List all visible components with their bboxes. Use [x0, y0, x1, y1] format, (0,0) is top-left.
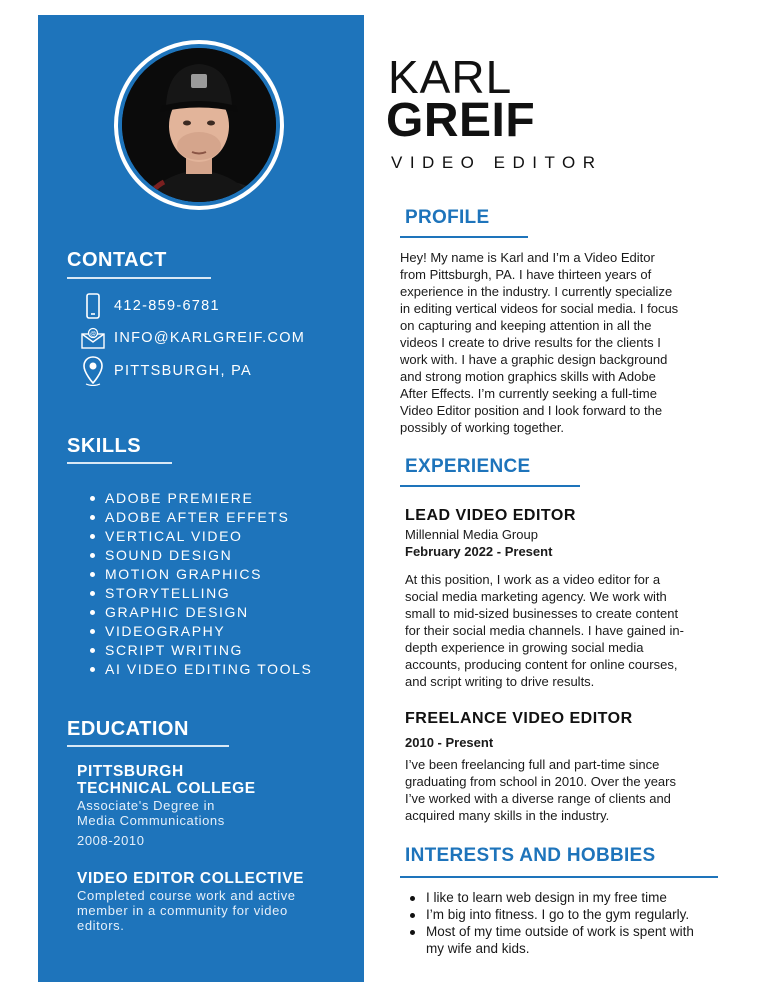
- skills-divider: [67, 462, 172, 464]
- contact-location: PITTSBURGH, PA: [114, 363, 252, 379]
- profile-photo: [122, 48, 276, 202]
- job-role: VIDEO EDITOR: [391, 153, 603, 172]
- education-program-name: VIDEO EDITOR COLLECTIVE: [77, 870, 305, 887]
- interests-divider: [400, 876, 718, 878]
- skill-item: SOUND DESIGN: [90, 546, 312, 565]
- experience-heading: EXPERIENCE: [405, 456, 531, 477]
- sidebar: [38, 15, 364, 982]
- skill-item: STORYTELLING: [90, 584, 312, 603]
- portrait-illustration: [122, 48, 276, 202]
- skills-heading: SKILLS: [67, 435, 142, 457]
- education-program-desc: Completed course work and active: [77, 888, 296, 903]
- education-divider: [67, 745, 229, 747]
- job-title: LEAD VIDEO EDITOR: [405, 507, 576, 524]
- job-dates: 2010 - Present: [405, 735, 494, 750]
- profile-text: Hey! My name is Karl and I’m a Video Editor from Pittsburgh, PA. I have thirteen years of experience in the industry. I currently specialize in editing vertical videos for social media. I focus on capturing and keeping attention in all the videos I create to drive results for the clients I work with. I have a graphic design background and strong motion graphics skills with Adobe After Effects. I’m currently seeking a full-time Video Editor position and I look forward to the possibly of working together.: [400, 250, 679, 435]
- svg-text:@: @: [89, 331, 97, 338]
- experience-divider: [400, 485, 580, 487]
- education-program-desc: editors.: [77, 918, 125, 933]
- contact-phone-row: [80, 294, 220, 318]
- interest-item: Most of my time outside of work is spent with my wife and kids.: [408, 923, 738, 957]
- contact-email-row: [80, 326, 305, 350]
- education-degree: Media Communications: [77, 813, 225, 828]
- interest-item: I like to learn web design in my free time: [408, 889, 738, 906]
- job-dates: February 2022 - Present: [405, 544, 553, 559]
- education-degree: Associate's Degree in: [77, 798, 215, 813]
- location-pin-icon: [80, 358, 106, 384]
- profile-heading: PROFILE: [405, 207, 490, 228]
- education-program-desc: member in a community for video: [77, 903, 288, 918]
- skills-list: [90, 489, 312, 679]
- job-company: Millennial Media Group: [405, 527, 538, 542]
- profile-photo-frame: [114, 40, 284, 210]
- education-years: 2008-2010: [77, 833, 145, 848]
- interest-item: I’m big into fitness. I go to the gym regularly.: [408, 906, 738, 923]
- contact-phone: 412-859-6781: [114, 298, 220, 314]
- job-description: At this position, I work as a video editor for a social media marketing agency. We work with small to mid-sized businesses to create content for their social media channels. I have gained in- depth experience in growing social media accounts, producing content for online courses, and script writing to drive results.: [405, 572, 684, 689]
- education-school-name: TECHNICAL COLLEGE: [77, 780, 256, 797]
- skill-item: ADOBE AFTER EFFETS: [90, 508, 312, 527]
- job-title: FREELANCE VIDEO EDITOR: [405, 710, 633, 727]
- skill-item: VERTICAL VIDEO: [90, 527, 312, 546]
- first-name: KARL: [388, 51, 513, 103]
- envelope-icon: [80, 325, 106, 351]
- contact-location-row: [80, 359, 252, 383]
- skill-item: GRAPHIC DESIGN: [90, 603, 312, 622]
- contact-email: INFO@KARLGREIF.COM: [114, 330, 306, 346]
- skill-item: MOTION GRAPHICS: [90, 565, 312, 584]
- last-name: GREIF: [386, 94, 536, 147]
- education-heading: EDUCATION: [67, 718, 189, 740]
- interests-heading: INTERESTS AND HOBBIES: [405, 845, 656, 866]
- profile-divider: [400, 236, 528, 238]
- skill-item: AI VIDEO EDITING TOOLS: [90, 660, 312, 679]
- phone-icon: [80, 293, 106, 319]
- skill-item: VIDEOGRAPHY: [90, 622, 312, 641]
- education-school-name: PITTSBURGH: [77, 763, 184, 780]
- interests-list: [408, 889, 738, 957]
- skill-item: ADOBE PREMIERE: [90, 489, 312, 508]
- contact-divider: [67, 277, 211, 279]
- contact-heading: CONTACT: [67, 249, 167, 271]
- skill-item: SCRIPT WRITING: [90, 641, 312, 660]
- job-description: I’ve been freelancing full and part-time since graduating from school in 2010. Over the years I’ve worked with a diverse range of clients and acquired many skills in the industry.: [405, 757, 676, 823]
